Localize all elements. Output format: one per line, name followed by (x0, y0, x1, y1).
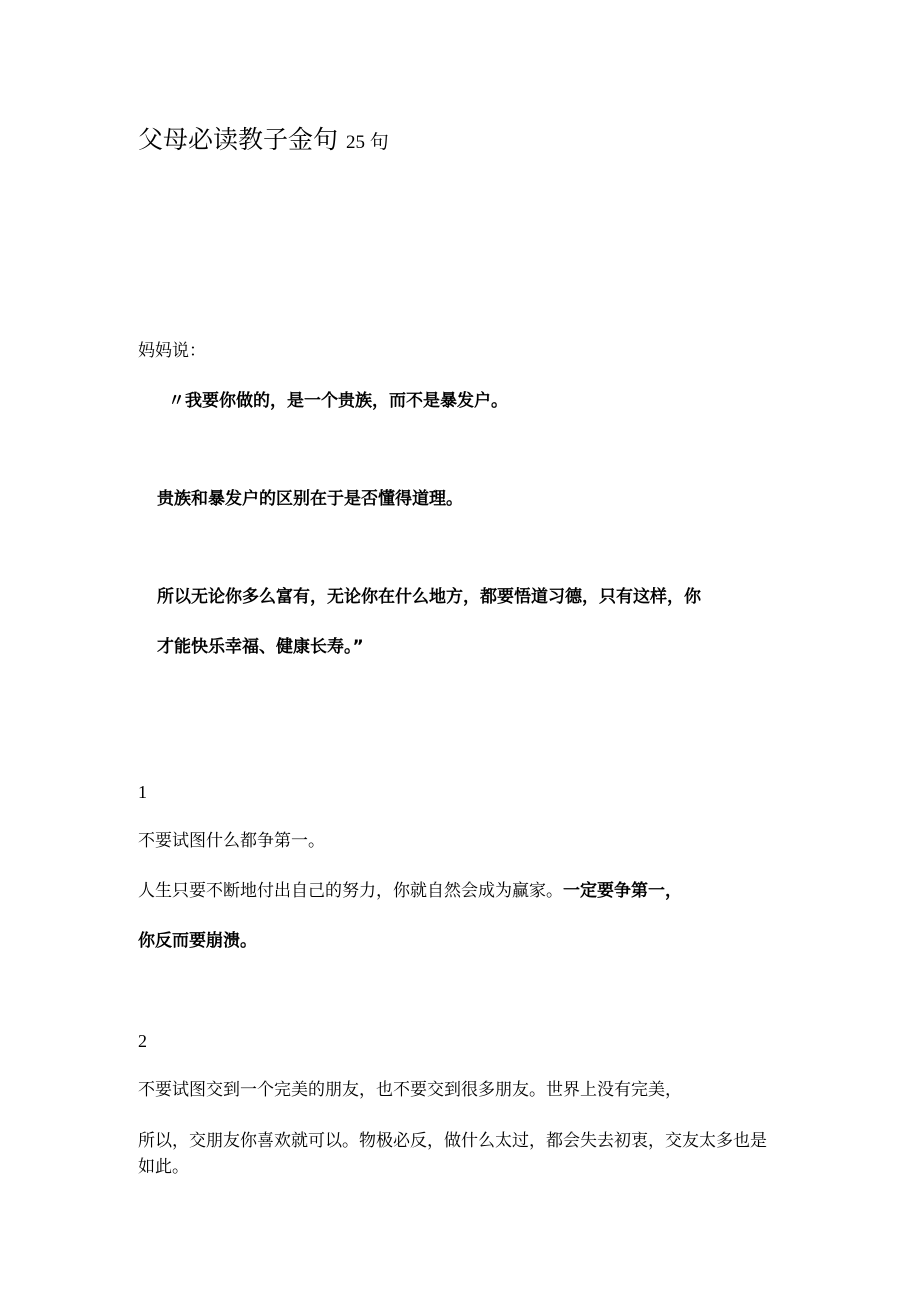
item-1-line-1: 不要试图什么都争第一。 (138, 831, 325, 851)
intro-quote-line-4: 才能快乐幸福、健康长寿。” (157, 637, 364, 657)
page-title-count: 25 句 (345, 132, 389, 153)
item-number: 1 (138, 782, 147, 802)
intro-quote-line-1: 〃我要你做的，是一个贵族，而不是暴发户。 (168, 391, 508, 411)
item-number: 2 (138, 1031, 147, 1051)
intro-quote-line-2: 贵族和暴发户的区别在于是否懂得道理。 (157, 489, 463, 509)
page-title (138, 120, 389, 163)
item-2-line-1: 不要试图交到一个完美的朋友，也不要交到很多朋友。世界上没有完美， (138, 1080, 682, 1100)
intro-quote-line-3: 所以无论你多么富有，无论你在什么地方，都要悟道习德，只有这样，你 (157, 587, 701, 607)
item-1-line-2-bold: 一定要争第一， (563, 881, 682, 901)
item-1-line-3: 你反而要崩溃。 (138, 931, 257, 951)
item-1-line-2 (138, 878, 682, 904)
page-title-main: 父母必读教子金句 (138, 125, 339, 154)
item-1-line-2-regular: 人生只要不断地付出自己的努力，你就自然会成为赢家。 (138, 881, 563, 901)
item-2-line-2: 所以，交朋友你喜欢就可以。物极必反，做什么太过，都会失去初衷，交友太多也是如此。 (138, 1131, 767, 1177)
intro-label: 妈妈说： (138, 341, 206, 361)
